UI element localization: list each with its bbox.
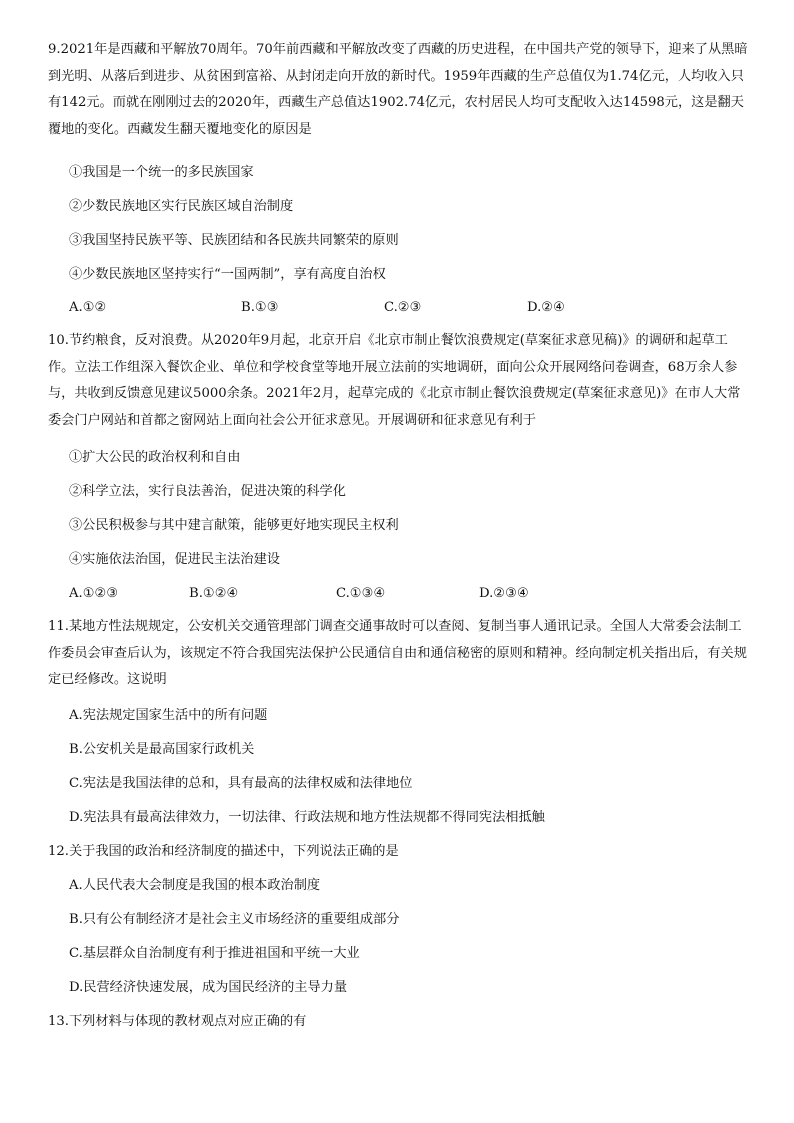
question-12-stem: 12.关于我国的政治和经济制度的描述中，下列说法正确的是 <box>48 844 399 859</box>
q12-option-b[interactable]: B.只有公有制经济才是社会主义市场经济的重要组成部分 <box>69 912 400 927</box>
q10-option-a[interactable]: A.①②③ <box>69 586 119 601</box>
q10-options <box>69 584 749 604</box>
q9-option-c[interactable]: C.②③ <box>384 300 422 315</box>
q9-option-a[interactable]: A.①② <box>69 300 107 315</box>
q10-option-b[interactable]: B.①②④ <box>189 586 239 601</box>
q11-option-b[interactable]: B.公安机关是最高国家行政机关 <box>69 742 255 757</box>
q9-statement-1: ①我国是一个统一的多民族国家 <box>69 165 254 180</box>
q11-option-c[interactable]: C.宪法是我国法律的总和，具有最高的法律权威和法律地位 <box>69 776 413 791</box>
q10-statement-3: ③公民积极参与其中建言献策，能够更好地实现民主权利 <box>69 518 399 533</box>
question-10-stem: 10.节约粮食，反对浪费。从2020年9月起，北京开启《北京市制止餐饮浪费规定(草案征求意见稿)》的调研和起草工作。立法工作组深入餐饮企业、单位和学校食堂等地开展立法前的实地调研，面向公众开展网络问卷调查，68万余人参与，共收到反馈意见建议5000余条。2021年2月，起草完成的《北京市制止餐饮浪费规定(草案征求意见)》在市人大常委会门户网站和首都之窗网站上面向社会公开征求意见。开展调研和征求意见有利于 <box>48 333 741 428</box>
q9-option-b[interactable]: B.①③ <box>241 300 279 315</box>
q12-option-a[interactable]: A.人民代表大会制度是我国的根本政治制度 <box>69 878 321 893</box>
q10-statement-2: ②科学立法，实行良法善治，促进决策的科学化 <box>69 484 346 499</box>
question-13-stem: 13.下列材料与体现的教材观点对应正确的有 <box>48 1014 307 1029</box>
q10-statement-1: ①扩大公民的政治权利和自由 <box>69 450 241 465</box>
question-9-stem: 9.2021年是西藏和平解放70周年。70年前西藏和平解放改变了西藏的历史进程，在中国共产党的领导下，迎来了从黑暗到光明、从落后到进步、从贫困到富裕、从封闭走向开放的新时代。1959年西藏的生产总值仅为1.74亿元，人均收入只有142元。而就在刚刚过去的2020年，西藏生产总值达1902.74亿元，农村居民人均可支配收入达14598元，这是翻天覆地的变化。西藏发生翻天覆地变化的原因是 <box>48 42 748 137</box>
q11-option-d[interactable]: D.宪法具有最高法律效力，一切法律、行政法规和地方性法规都不得同宪法相抵触 <box>69 810 545 825</box>
q12-option-d[interactable]: D.民营经济快速发展，成为国民经济的主导力量 <box>69 980 348 995</box>
q10-statement-4: ④实施依法治国，促进民主法治建设 <box>69 552 280 567</box>
q9-option-d[interactable]: D.②④ <box>527 300 565 315</box>
q12-option-c[interactable]: C.基层群众自治制度有利于推进祖国和平统一大业 <box>69 946 360 961</box>
q9-options <box>69 298 749 318</box>
q9-statement-4: ④少数民族地区坚持实行“一国两制”，享有高度自治权 <box>69 267 386 282</box>
q9-statement-3: ③我国坚持民族平等、民族团结和各民族共同繁荣的原则 <box>69 233 399 248</box>
q10-option-c[interactable]: C.①③④ <box>336 586 386 601</box>
q9-statement-2: ②少数民族地区实行民族区域自治制度 <box>69 199 294 214</box>
q10-option-d[interactable]: D.②③④ <box>479 586 529 601</box>
question-11-stem: 11.某地方性法规规定，公安机关交通管理部门调查交通事故时可以查阅、复制当事人通讯记录。全国人大常委会法制工作委员会审查后认为，该规定不符合我国宪法保护公民通信自由和通信秘密的原则和精神。经向制定机关指出后，有关规定已经修改。这说明 <box>48 619 747 687</box>
q11-option-a[interactable]: A.宪法规定国家生活中的所有问题 <box>69 708 268 723</box>
